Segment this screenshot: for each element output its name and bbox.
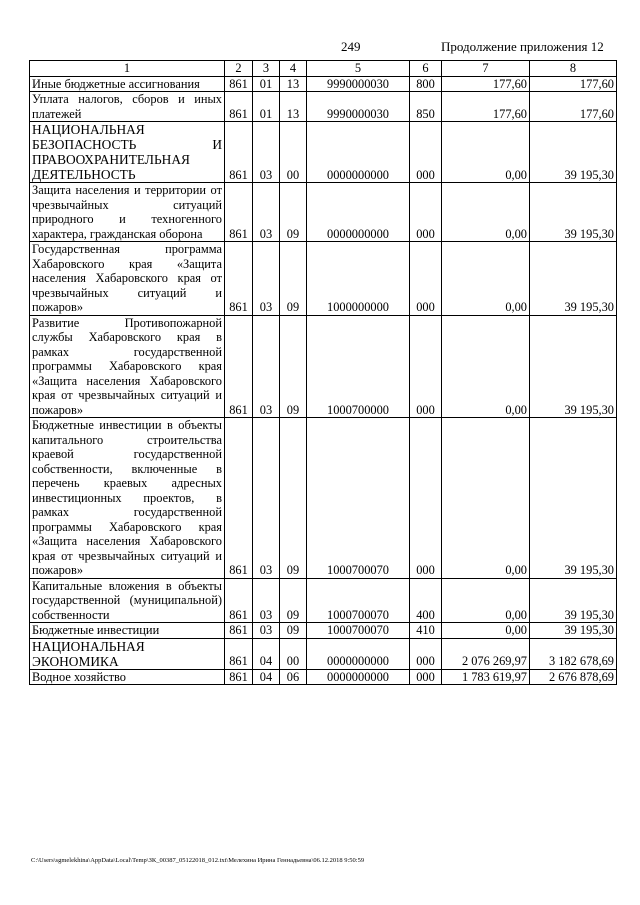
subsection-code: 09 <box>280 183 307 242</box>
amount-col8: 3 182 678,69 <box>530 638 617 669</box>
target-article-code: 1000700000 <box>307 315 410 418</box>
expense-type-code: 800 <box>410 76 442 92</box>
expense-type-code: 850 <box>410 92 442 122</box>
section-code: 01 <box>253 76 280 92</box>
page-number: 249 <box>341 39 361 54</box>
subsection-code: 13 <box>280 76 307 92</box>
section-code: 03 <box>253 183 280 242</box>
expense-type-code: 000 <box>410 122 442 183</box>
target-article-code: 0000000000 <box>307 638 410 669</box>
target-article-code: 0000000000 <box>307 183 410 242</box>
row-name: Государственная программа Хабаровского края «Защита населения Хабаровского края от чрезвычайных ситуаций и пожаров» <box>30 242 225 316</box>
section-code: 03 <box>253 623 280 639</box>
expense-type-code: 000 <box>410 669 442 685</box>
ministry-code: 861 <box>225 122 253 183</box>
subsection-code: 09 <box>280 315 307 418</box>
table-row <box>30 92 617 122</box>
expense-type-code: 000 <box>410 418 442 579</box>
section-code: 03 <box>253 418 280 579</box>
column-header: 8 <box>530 61 617 77</box>
amount-col8: 177,60 <box>530 76 617 92</box>
row-name: Уплата налогов, сборов и иных платежей <box>30 92 225 122</box>
table-row <box>30 638 617 669</box>
amount-col8: 177,60 <box>530 92 617 122</box>
ministry-code: 861 <box>225 183 253 242</box>
expense-type-code: 410 <box>410 623 442 639</box>
amount-col7: 0,00 <box>442 578 530 623</box>
row-name: Водное хозяйство <box>30 669 225 685</box>
subsection-code: 00 <box>280 122 307 183</box>
amount-col7: 177,60 <box>442 92 530 122</box>
ministry-code: 861 <box>225 76 253 92</box>
table-row <box>30 315 617 418</box>
amount-col8: 2 676 878,69 <box>530 669 617 685</box>
amount-col7: 1 783 619,97 <box>442 669 530 685</box>
target-article-code: 9990000030 <box>307 76 410 92</box>
ministry-code: 861 <box>225 669 253 685</box>
section-code: 03 <box>253 122 280 183</box>
amount-col7: 0,00 <box>442 418 530 579</box>
row-name: Бюджетные инвестиции в объекты капитального строительства краевой государственной собственности, включенные в перечень краевых адресных инвестиционных проектов, в рамках государственной программы Хабаровского края «Защита населения Хабаровского края от чрезвычайных ситуаций и пожаров» <box>30 418 225 579</box>
amount-col8: 39 195,30 <box>530 623 617 639</box>
column-header: 5 <box>307 61 410 77</box>
row-name: Капитальные вложения в объекты государственной (муниципальной) собственности <box>30 578 225 623</box>
section-code: 01 <box>253 92 280 122</box>
subsection-code: 13 <box>280 92 307 122</box>
amount-col8: 39 195,30 <box>530 315 617 418</box>
section-code: 04 <box>253 669 280 685</box>
ministry-code: 861 <box>225 242 253 316</box>
section-code: 03 <box>253 578 280 623</box>
ministry-code: 861 <box>225 315 253 418</box>
table-row <box>30 669 617 685</box>
expense-type-code: 000 <box>410 183 442 242</box>
subsection-code: 09 <box>280 623 307 639</box>
target-article-code: 1000700070 <box>307 623 410 639</box>
section-code: 03 <box>253 242 280 316</box>
subsection-code: 09 <box>280 242 307 316</box>
amount-col8: 39 195,30 <box>530 183 617 242</box>
target-article-code: 9990000030 <box>307 92 410 122</box>
row-name: Бюджетные инвестиции <box>30 623 225 639</box>
expense-type-code: 000 <box>410 638 442 669</box>
amount-col7: 0,00 <box>442 242 530 316</box>
amount-col8: 39 195,30 <box>530 418 617 579</box>
expense-type-code: 400 <box>410 578 442 623</box>
ministry-code: 861 <box>225 623 253 639</box>
amount-col7: 0,00 <box>442 623 530 639</box>
column-header: 2 <box>225 61 253 77</box>
row-name: Защита населения и территории от чрезвычайных ситуаций природного и техногенного характера, гражданская оборона <box>30 183 225 242</box>
amount-col7: 2 076 269,97 <box>442 638 530 669</box>
subsection-code: 09 <box>280 578 307 623</box>
table-row <box>30 183 617 242</box>
ministry-code: 861 <box>225 578 253 623</box>
row-name: Развитие Противопожарной службы Хабаровского края в рамках государственной программы Хабаровского края «Защита населения Хабаровского края от чрезвычайных ситуаций и пожаров» <box>30 315 225 418</box>
ministry-code: 861 <box>225 92 253 122</box>
table-row <box>30 242 617 316</box>
row-name: НАЦИОНАЛЬНАЯ БЕЗОПАСНОСТЬ И ПРАВООХРАНИТЕЛЬНАЯ ДЕЯТЕЛЬНОСТЬ <box>30 122 225 183</box>
target-article-code: 0000000000 <box>307 122 410 183</box>
amount-col7: 0,00 <box>442 122 530 183</box>
subsection-code: 00 <box>280 638 307 669</box>
subsection-code: 09 <box>280 418 307 579</box>
subsection-code: 06 <box>280 669 307 685</box>
target-article-code: 1000700070 <box>307 418 410 579</box>
amount-col8: 39 195,30 <box>530 578 617 623</box>
section-code: 04 <box>253 638 280 669</box>
ministry-code: 861 <box>225 418 253 579</box>
amount-col8: 39 195,30 <box>530 242 617 316</box>
target-article-code: 1000000000 <box>307 242 410 316</box>
budget-table <box>29 60 617 685</box>
column-header: 1 <box>30 61 225 77</box>
table-row <box>30 122 617 183</box>
row-name: НАЦИОНАЛЬНАЯ ЭКОНОМИКА <box>30 638 225 669</box>
amount-col7: 0,00 <box>442 315 530 418</box>
amount-col7: 177,60 <box>442 76 530 92</box>
column-header: 3 <box>253 61 280 77</box>
column-number-row <box>30 61 617 77</box>
column-header: 7 <box>442 61 530 77</box>
table-row <box>30 418 617 579</box>
expense-type-code: 000 <box>410 242 442 316</box>
ministry-code: 861 <box>225 638 253 669</box>
target-article-code: 1000700070 <box>307 578 410 623</box>
amount-col8: 39 195,30 <box>530 122 617 183</box>
continuation-label: Продолжение приложения 12 <box>441 39 604 54</box>
table-row <box>30 76 617 92</box>
expense-type-code: 000 <box>410 315 442 418</box>
target-article-code: 0000000000 <box>307 669 410 685</box>
file-path-footer: C:\Users\sgmelekhina\AppData\Local\Temp\ЗК_00387_05122018_012.txt\Мелехина Ирина Геннадьевна\06.12.2018 9:50:59 <box>31 857 365 864</box>
table-row <box>30 623 617 639</box>
section-code: 03 <box>253 315 280 418</box>
column-header: 4 <box>280 61 307 77</box>
amount-col7: 0,00 <box>442 183 530 242</box>
table-row <box>30 578 617 623</box>
row-name: Иные бюджетные ассигнования <box>30 76 225 92</box>
column-header: 6 <box>410 61 442 77</box>
